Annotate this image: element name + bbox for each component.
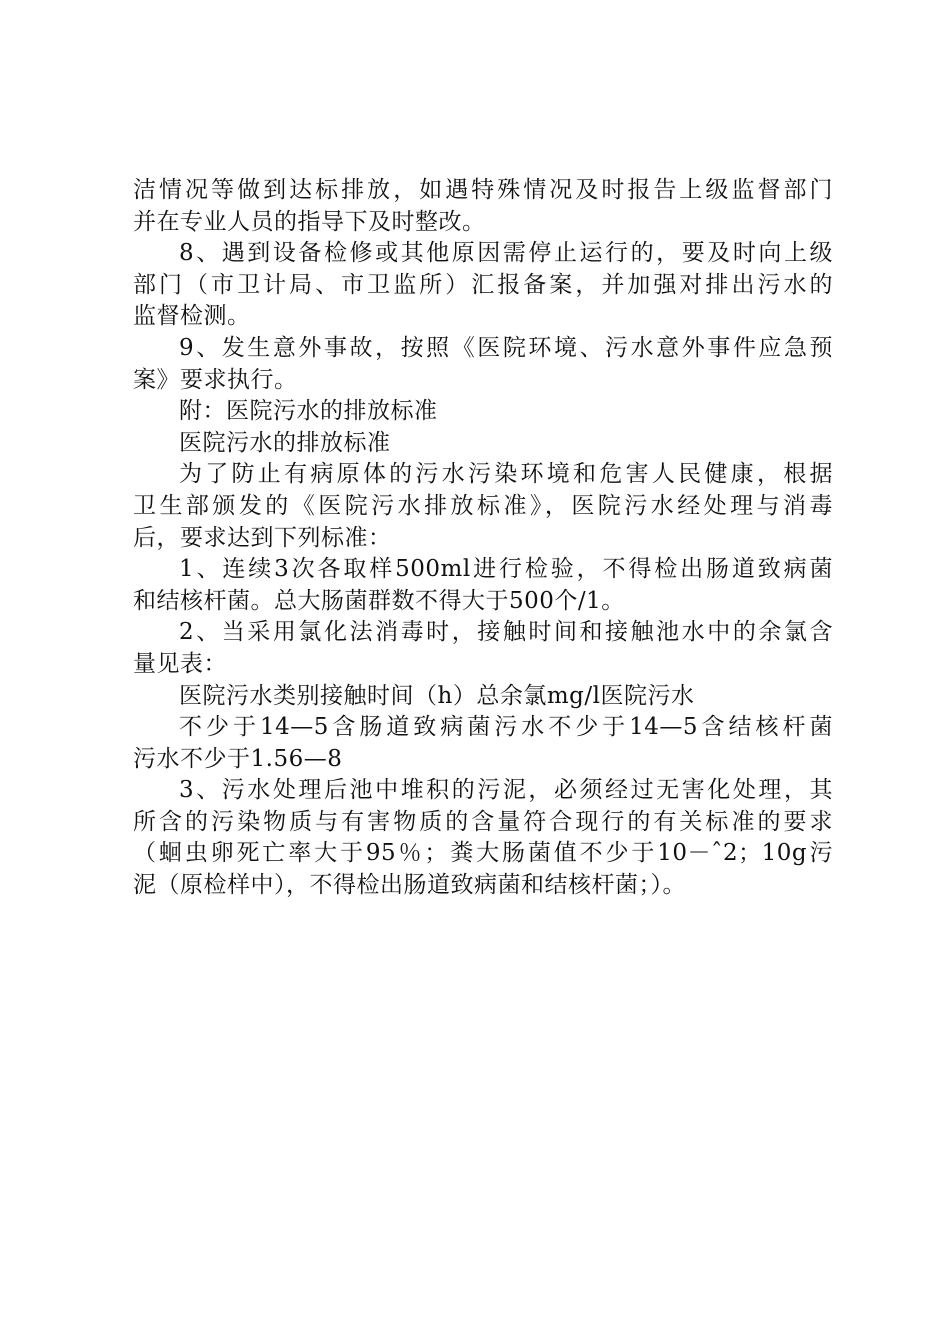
table-content-line: 不少于14—5含肠道致病菌污水不少于14—5含结核杆菌 xyxy=(179,714,833,741)
text-line: 污水不少于1.56—8 xyxy=(133,745,343,772)
text-line: 部门（市卫计局、市卫监所）汇报备案，并加强对排出污水的 xyxy=(133,271,833,298)
paragraph-9-line: 9、发生意外事故，按照《医院环境、污水意外事件应急预 xyxy=(179,334,833,361)
standard-3-line: 3、污水处理后池中堆积的污泥，必须经过无害化处理，其 xyxy=(179,777,833,804)
text-line: （蛔虫卵死亡率大于95％；粪大肠菌值不少于10－ˆ2；10g污 xyxy=(133,840,833,867)
text-line: 量见表： xyxy=(133,650,227,677)
document-body xyxy=(133,175,833,902)
text-line: 洁情况等做到达标排放，如遇特殊情况及时报告上级监督部门 xyxy=(133,177,833,203)
appendix-heading: 附：医院污水的排放标准 xyxy=(179,398,438,425)
text-line: 并在专业人员的指导下及时整改。 xyxy=(133,208,486,235)
text-line: 案》要求执行。 xyxy=(133,366,298,393)
paragraph-8-line: 8、遇到设备检修或其他原因需停止运行的，要及时向上级 xyxy=(179,240,833,267)
text-line: 监督检测。 xyxy=(133,303,251,330)
standard-2-line: 2、当采用氯化法消毒时，接触时间和接触池水中的余氯含 xyxy=(179,619,833,646)
text-line: 所含的污染物质与有害物质的含量符合现行的有关标准的要求 xyxy=(133,808,833,835)
standard-1-line: 1、连续3次各取样500ml进行检验，不得检出肠道致病菌 xyxy=(179,556,833,583)
table-header-line: 医院污水类别接触时间（h）总余氯mg/l医院污水 xyxy=(179,682,695,709)
intro-paragraph-line: 为了防止有病原体的污水污染环境和危害人民健康，根据 xyxy=(179,461,833,488)
section-title: 医院污水的排放标准 xyxy=(179,429,391,456)
text-line: 泥（原检样中），不得检出肠道致病菌和结核杆菌；）。 xyxy=(133,872,686,899)
text-line: 和结核杆菌。总大肠菌群数不得大于500个/1。 xyxy=(133,587,625,614)
text-line: 后，要求达到下列标准： xyxy=(133,524,392,551)
text-line: 卫生部颁发的《医院污水排放标准》，医院污水经处理与消毒 xyxy=(133,492,833,519)
